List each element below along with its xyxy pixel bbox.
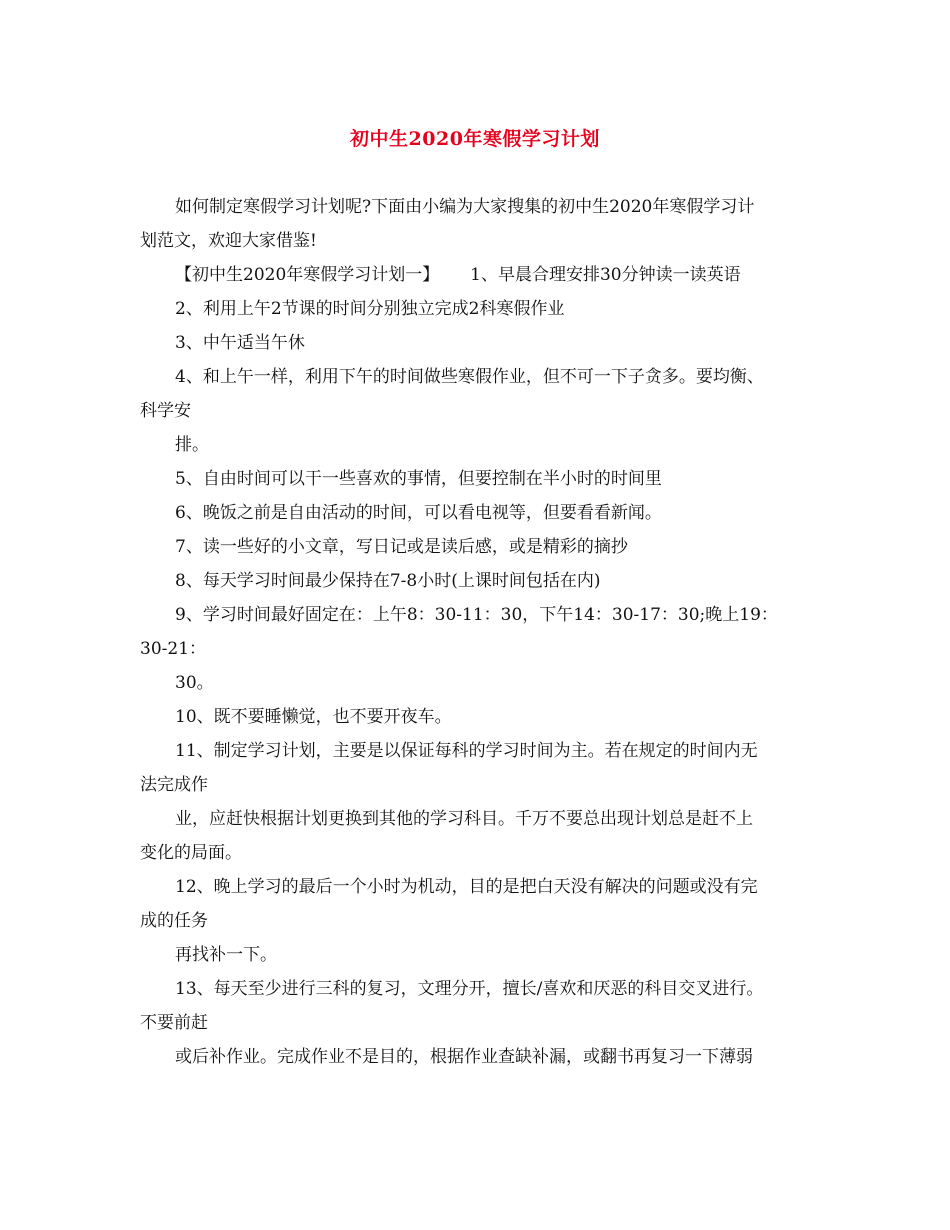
paragraph-line: 30。 [175,673,214,693]
paragraph-line: 如何制定寒假学习计划呢?下面由小编为大家搜集的初中生2020年寒假学习计 [175,197,755,217]
paragraph-line: 3、中午适当午休 [175,333,305,353]
paragraph-line: 成的任务 [140,911,208,931]
paragraph-line: 10、既不要睡懒觉，也不要开夜车。 [175,707,452,727]
paragraph-line: 7、读一些好的小文章，写日记或是读后感，或是精彩的摘抄 [175,537,628,557]
paragraph-line: 或后补作业。完成作业不是目的，根据作业查缺补漏，或翻书再复习一下薄弱 [175,1047,753,1067]
paragraph-line: 13、每天至少进行三科的复习，文理分开，擅长/喜欢和厌恶的科目交叉进行。 [175,979,764,999]
paragraph-line: 11、制定学习计划，主要是以保证每科的学习时间为主。若在规定的时间内无 [175,741,758,761]
paragraph-line: 法完成作 [140,775,208,795]
paragraph-line: 2、利用上午2节课的时间分别独立完成2科寒假作业 [175,299,565,319]
paragraph-line: 5、自由时间可以干一些喜欢的事情，但要控制在半小时的时间里 [175,469,662,489]
paragraph-line: 8、每天学习时间最少保持在7-8小时(上课时间包括在内) [175,571,601,591]
paragraph-line: 9、学习时间最好固定在：上午8：30-11：30，下午14：30-17：30;晚上19： [175,605,778,625]
paragraph-line: 不要前赶 [140,1013,208,1033]
paragraph-line: 30-21： [140,639,207,659]
paragraph-line: 再找补一下。 [175,945,277,965]
document-title: 初中生2020年寒假学习计划 [350,128,600,150]
paragraph-line: 科学安 [140,401,191,421]
paragraph-line: 6、晚饭之前是自由活动的时间，可以看电视等，但要看看新闻。 [175,503,662,523]
paragraph-line: 排。 [175,435,209,455]
paragraph-line: 变化的局面。 [140,843,242,863]
paragraph-line: 业，应赶快根据计划更换到其他的学习科目。千万不要总出现计划总是赶不上 [175,809,753,829]
paragraph-line: 【初中生2020年寒假学习计划一】 1、早晨合理安排30分钟读一读英语 [175,265,741,285]
paragraph-line: 4、和上午一样，利用下午的时间做些寒假作业，但不可一下子贪多。要均衡、 [175,367,764,387]
paragraph-line: 12、晚上学习的最后一个小时为机动，目的是把白天没有解决的问题或没有完 [175,877,758,897]
paragraph-line: 划范文，欢迎大家借鉴! [140,231,317,251]
